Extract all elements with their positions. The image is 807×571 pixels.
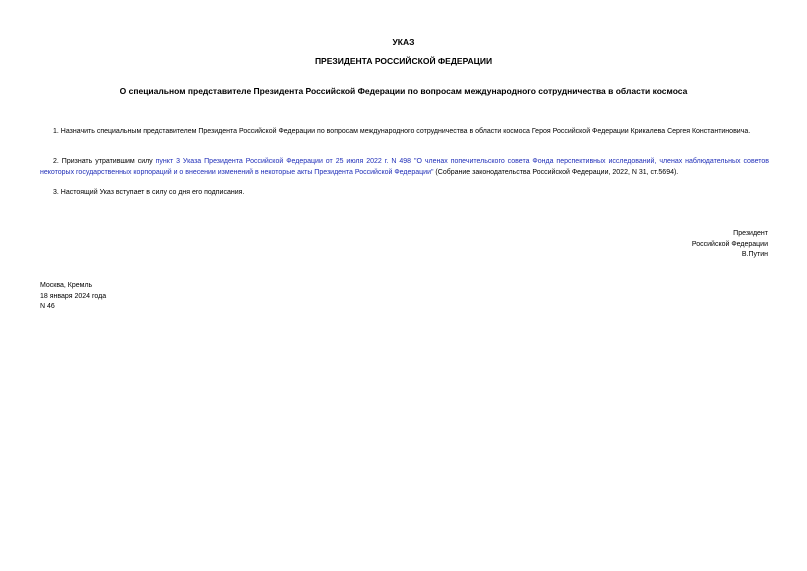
decree-subject-title: О специальном представителе Президента Российской Федерации по вопросам международного сотрудничества в области космоса [119, 86, 688, 96]
paragraph-1: 1. Назначить специальным представителем Президента Российской Федерации по вопросам международного сотрудничества в области космоса Героя Российской Федерации Крикалева Сергея Константиновича. [53, 128, 751, 135]
paragraph-3: 3. Настоящий Указ вступает в силу со дня его подписания. [53, 189, 245, 196]
place-date-block [40, 281, 106, 313]
signature-block [692, 229, 768, 261]
signature-position: Президент [733, 230, 768, 237]
document-type-title: УКАЗ [392, 37, 415, 47]
referenced-decree-link[interactable]: пункт 3 Указа Президента Российской Федерации от 25 июля 2022 г. N 498 "О членах попечительского совета Фонда перспективных исследований, членах наблюдательных советов некоторых государственных корпораций и о внесении изменений в некоторые акты Президента Российской Федерации" [40, 158, 769, 176]
signature-name: В.Путин [741, 251, 768, 258]
signing-place: Москва, Кремль [40, 282, 93, 289]
issuer-title: ПРЕЗИДЕНТА РОССИЙСКОЙ ФЕДЕРАЦИИ [314, 56, 493, 66]
paragraph-2 [40, 156, 769, 178]
paragraph-2-suffix: (Собрание законодательства Российской Федерации, 2022, N 31, ст.5694). [433, 169, 679, 176]
signature-country: Российской Федерации [691, 240, 768, 248]
signing-date: 18 января 2024 года [40, 292, 107, 300]
paragraph-2-prefix: 2. Признать утратившим силу [53, 158, 156, 165]
decree-number: N 46 [40, 303, 55, 310]
